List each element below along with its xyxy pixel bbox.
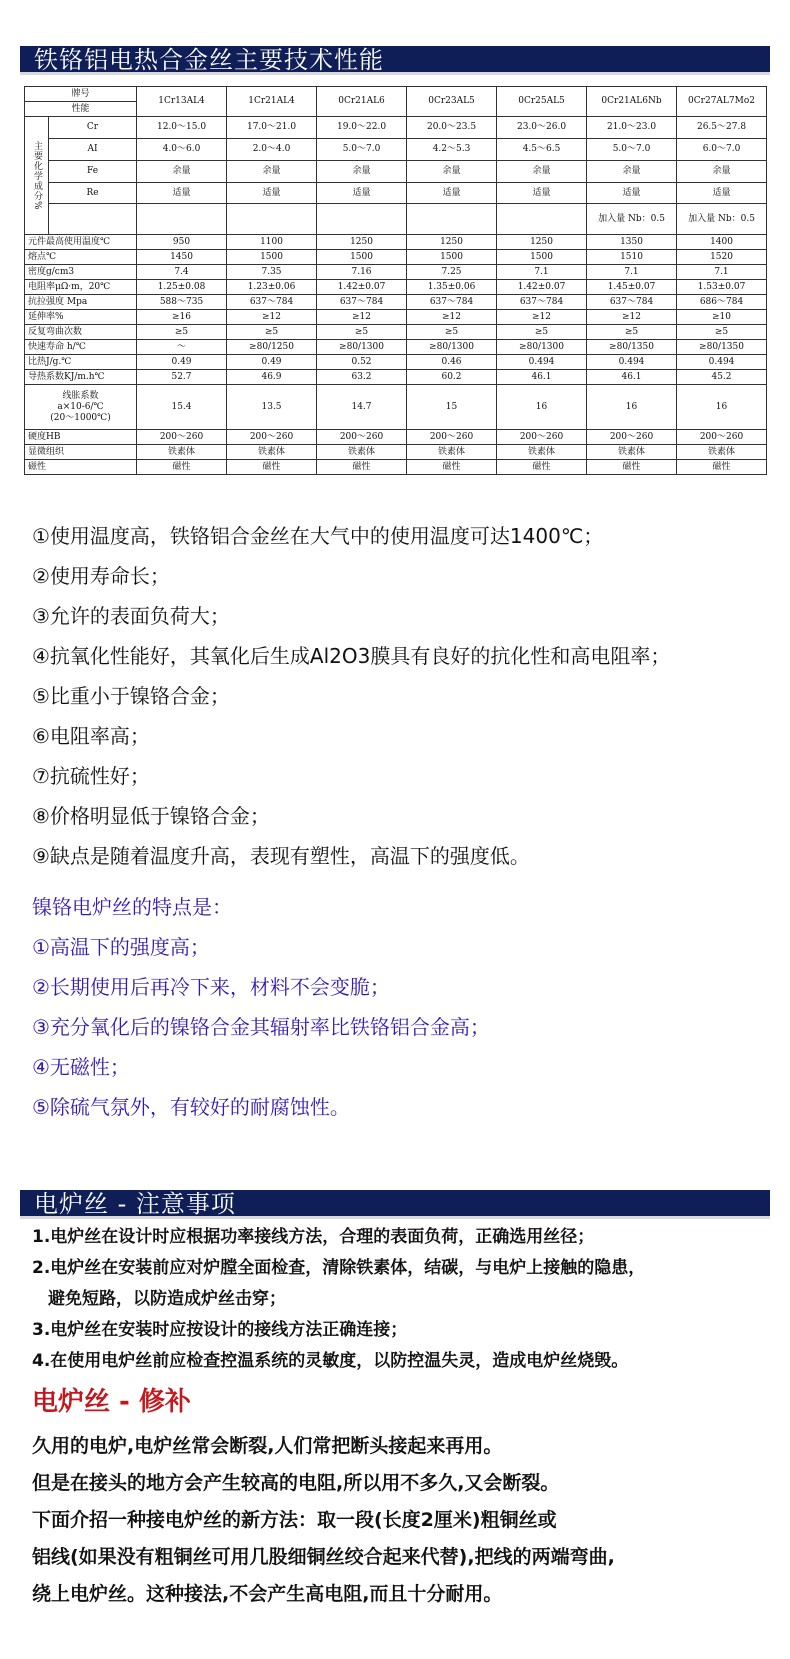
table-cell: 磁性 (137, 460, 227, 475)
table-row (25, 87, 767, 102)
section-banner-specs (20, 46, 770, 75)
row-label: 延伸率% (25, 310, 137, 325)
table-cell: 13.5 (227, 385, 317, 430)
table-cell: 60.2 (407, 370, 497, 385)
table-cell: 15 (407, 385, 497, 430)
table-row (25, 265, 767, 280)
table-cell: 1350 (587, 235, 677, 250)
row-label-line: (20～1000℃) (50, 412, 111, 423)
grade-column-header: 0Cr23AL5 (407, 87, 497, 117)
row-label (49, 204, 137, 235)
table-row (25, 430, 767, 445)
table-cell: 余量 (137, 161, 227, 183)
row-label: 密度g/cm3 (25, 265, 137, 280)
table-cell: 16 (497, 385, 587, 430)
row-label: 磁性 (25, 460, 137, 475)
list-item: ②使用寿命长； (32, 564, 170, 588)
table-cell: 0.52 (317, 355, 407, 370)
table-cell: 7.1 (677, 265, 767, 280)
table-cell: ≥16 (137, 310, 227, 325)
row-label: 抗拉强度 Mpa (25, 295, 137, 310)
table-cell: ≥80/1300 (407, 340, 497, 355)
table-cell: 15.4 (137, 385, 227, 430)
table-row (25, 445, 767, 460)
table-row (25, 460, 767, 475)
row-label: Fe (49, 161, 137, 183)
table-cell: 637～784 (497, 295, 587, 310)
table-cell: 适量 (497, 183, 587, 204)
table-cell: 铁素体 (497, 445, 587, 460)
row-label: 熔点℃ (25, 250, 137, 265)
table-cell: 适量 (677, 183, 767, 204)
table-cell: 26.5～27.8 (677, 117, 767, 139)
table-cell: 适量 (227, 183, 317, 204)
table-cell: 铁素体 (677, 445, 767, 460)
table-cell: 余量 (677, 161, 767, 183)
grade-column-header: 1Cr13AL4 (137, 87, 227, 117)
repair-line: 铝线(如果没有粗铜丝可用几股细铜丝绞合起来代替),把线的两端弯曲, (32, 1546, 615, 1568)
table-cell: ≥12 (407, 310, 497, 325)
table-cell: 0.49 (137, 355, 227, 370)
table-cell: 1500 (227, 250, 317, 265)
table-cell: 46.1 (497, 370, 587, 385)
chem-group-label: 主要化学成分% (25, 117, 49, 235)
table-cell: 1.42±0.07 (497, 280, 587, 295)
table-cell: ≥5 (407, 325, 497, 340)
table-cell: ≥5 (497, 325, 587, 340)
row-label: Re (49, 183, 137, 204)
table-cell: ≥12 (317, 310, 407, 325)
row-label: 显微组织 (25, 445, 137, 460)
list-item: ④抗氧化性能好，其氧化后生成Al2O3膜具有良好的抗化性和高电阻率； (32, 644, 671, 668)
list-item: ⑤比重小于镍铬合金； (32, 684, 230, 708)
table-cell: ≥80/1350 (587, 340, 677, 355)
table-cell: 1500 (317, 250, 407, 265)
table-cell (227, 204, 317, 235)
table-cell: ≥12 (497, 310, 587, 325)
table-cell: 7.1 (587, 265, 677, 280)
table-cell: 加入量 Nb：0.5 (677, 204, 767, 235)
list-item: ③充分氧化后的镍铬合金其辐射率比铁铬铝合金高； (32, 1015, 490, 1039)
grade-column-header: 0Cr27AL7Mo2 (677, 87, 767, 117)
table-cell: 1100 (227, 235, 317, 250)
table-row (25, 250, 767, 265)
table-cell: 0.494 (587, 355, 677, 370)
table-cell: 适量 (407, 183, 497, 204)
table-cell: 适量 (137, 183, 227, 204)
table-cell: 1250 (407, 235, 497, 250)
table-cell: 2.0～4.0 (227, 139, 317, 161)
grade-column-header: 0Cr25AL5 (497, 87, 587, 117)
table-cell: 磁性 (227, 460, 317, 475)
table-cell: ≥5 (227, 325, 317, 340)
property-header: 性能 (25, 102, 137, 117)
row-label: 硬度HB (25, 430, 137, 445)
table-cell: 4.2～5.3 (407, 139, 497, 161)
table-cell: 铁素体 (407, 445, 497, 460)
table-cell: 200～260 (317, 430, 407, 445)
spec-table-body (25, 87, 767, 475)
table-cell: 20.0～23.5 (407, 117, 497, 139)
table-cell: 23.0～26.0 (497, 117, 587, 139)
table-row (25, 280, 767, 295)
table-cell: 200～260 (677, 430, 767, 445)
table-cell: 1.25±0.08 (137, 280, 227, 295)
table-cell: ≥12 (227, 310, 317, 325)
caution-item: 3.电炉丝在安装时应按设计的接线方法正确连接； (32, 1320, 408, 1340)
table-cell: 17.0～21.0 (227, 117, 317, 139)
repair-line: 下面介招一种接电炉丝的新方法：取一段(长度2厘米)粗铜丝或 (32, 1509, 557, 1531)
table-cell: 1500 (497, 250, 587, 265)
table-cell: 磁性 (587, 460, 677, 475)
table-cell: 0.494 (497, 355, 587, 370)
table-cell: 4.5～6.5 (497, 139, 587, 161)
table-cell: ≥5 (137, 325, 227, 340)
table-cell: 5.0～7.0 (587, 139, 677, 161)
row-label: 导热系数KJ/m.h℃ (25, 370, 137, 385)
table-row (25, 385, 767, 430)
table-cell: 45.2 (677, 370, 767, 385)
caution-list (32, 1222, 772, 1377)
table-cell: 200～260 (137, 430, 227, 445)
table-cell: 14.7 (317, 385, 407, 430)
table-cell: 余量 (407, 161, 497, 183)
table-cell: 52.7 (137, 370, 227, 385)
table-cell: 200～260 (227, 430, 317, 445)
table-row (25, 117, 767, 139)
table-cell: 7.4 (137, 265, 227, 280)
table-cell (317, 204, 407, 235)
table-cell: 1520 (677, 250, 767, 265)
table-cell: 余量 (227, 161, 317, 183)
table-row (25, 183, 767, 204)
table-row (25, 204, 767, 235)
table-cell: 19.0～22.0 (317, 117, 407, 139)
table-cell: 950 (137, 235, 227, 250)
list-item: ⑤除硫气氛外，有较好的耐腐蚀性。 (32, 1095, 350, 1119)
table-cell: ～ (137, 340, 227, 355)
caution-item: 避免短路，以防造成炉丝击穿； (48, 1289, 286, 1309)
table-cell: 铁素体 (137, 445, 227, 460)
table-cell (497, 204, 587, 235)
table-cell: 7.1 (497, 265, 587, 280)
row-label: AI (49, 139, 137, 161)
list-item: ③允许的表面负荷大； (32, 604, 230, 628)
table-cell: ≥80/1350 (677, 340, 767, 355)
table-cell: 磁性 (677, 460, 767, 475)
row-label-line: 线胀系数 (62, 390, 99, 401)
table-cell: 637～784 (407, 295, 497, 310)
table-cell: 46.9 (227, 370, 317, 385)
table-cell: 铁素体 (587, 445, 677, 460)
table-cell (137, 204, 227, 235)
caution-item: 4.在使用电炉丝前应检查控温系统的灵敏度，以防控温失灵，造成电炉丝烧毁。 (32, 1351, 629, 1371)
table-cell: 1250 (497, 235, 587, 250)
table-cell: 200～260 (497, 430, 587, 445)
table-cell: 余量 (497, 161, 587, 183)
caution-item: 2.电炉丝在安装前应对炉膛全面检查，清除铁素体，结碳，与电炉上接触的隐患， (32, 1258, 646, 1278)
table-cell: 637～784 (587, 295, 677, 310)
table-cell: 12.0～15.0 (137, 117, 227, 139)
list-item: ①高温下的强度高； (32, 935, 210, 959)
table-cell: 200～260 (587, 430, 677, 445)
table-cell: ≥80/1250 (227, 340, 317, 355)
section-banner-cautions (20, 1190, 770, 1219)
caution-item: 1.电炉丝在设计时应根据功率接线方法，合理的表面负荷，正确选用丝径； (32, 1227, 595, 1247)
table-cell: 1510 (587, 250, 677, 265)
table-cell: 磁性 (497, 460, 587, 475)
repair-line: 久用的电炉,电炉丝常会断裂,人们常把断头接起来再用。 (32, 1435, 503, 1457)
row-label: 电阻率μΩ·m，20℃ (25, 280, 137, 295)
table-cell: 磁性 (317, 460, 407, 475)
table-row (25, 139, 767, 161)
repair-text (32, 1428, 777, 1613)
repair-title: 电炉丝 - 修补 (32, 1387, 191, 1417)
table-cell: 1400 (677, 235, 767, 250)
table-cell: 铁素体 (317, 445, 407, 460)
table-cell: 0.494 (677, 355, 767, 370)
table-cell: 7.25 (407, 265, 497, 280)
table-cell: 16 (587, 385, 677, 430)
table-cell: 4.0～6.0 (137, 139, 227, 161)
table-row (25, 295, 767, 310)
table-row (25, 161, 767, 183)
table-row (25, 355, 767, 370)
table-cell: 1.23±0.06 (227, 280, 317, 295)
table-cell: 1.45±0.07 (587, 280, 677, 295)
grade-column-header: 0Cr21AL6Nb (587, 87, 677, 117)
spec-table (24, 86, 767, 475)
table-cell: 46.1 (587, 370, 677, 385)
table-cell: 7.35 (227, 265, 317, 280)
table-cell: 5.0～7.0 (317, 139, 407, 161)
nicr-title: 镍铬电炉丝的特点是： (32, 895, 232, 919)
table-cell: 余量 (317, 161, 407, 183)
table-row (25, 340, 767, 355)
table-cell: 0.49 (227, 355, 317, 370)
table-cell: 1450 (137, 250, 227, 265)
repair-line: 但是在接头的地方会产生较高的电阻,所以用不多久,又会断裂。 (32, 1472, 560, 1494)
table-cell: ≥5 (317, 325, 407, 340)
table-row (25, 235, 767, 250)
table-cell: 6.0～7.0 (677, 139, 767, 161)
table-cell (407, 204, 497, 235)
table-cell: 588～735 (137, 295, 227, 310)
table-cell: ≥10 (677, 310, 767, 325)
table-cell: 1.35±0.06 (407, 280, 497, 295)
table-cell: 磁性 (407, 460, 497, 475)
repair-line: 绕上电炉丝。这种接法,不会产生高电阻,而且十分耐用。 (32, 1583, 503, 1605)
banner-title: 铁铬铝电热合金丝主要技术性能 (34, 46, 384, 74)
table-cell: 16 (677, 385, 767, 430)
table-cell: 63.2 (317, 370, 407, 385)
row-label: 反复弯曲次数 (25, 325, 137, 340)
table-row (25, 325, 767, 340)
list-item: ⑨缺点是随着温度升高，表现有塑性，高温下的强度低。 (32, 844, 530, 868)
table-cell: 7.16 (317, 265, 407, 280)
table-cell: 加入量 Nb：0.5 (587, 204, 677, 235)
table-cell: 637～784 (227, 295, 317, 310)
grade-column-header: 0Cr21AL6 (317, 87, 407, 117)
row-label: 比热J/g.℃ (25, 355, 137, 370)
table-cell: 1250 (317, 235, 407, 250)
nicr-feature-list (32, 927, 490, 1127)
list-item: ①使用温度高，铁铬铝合金丝在大气中的使用温度可达1400℃； (32, 524, 604, 548)
list-item: ④无磁性； (32, 1055, 130, 1079)
list-item: ⑧价格明显低于镍铬合金； (32, 804, 270, 828)
table-cell: 铁素体 (227, 445, 317, 460)
table-cell: ≥80/1300 (317, 340, 407, 355)
table-row (25, 310, 767, 325)
table-cell: ≥80/1300 (497, 340, 587, 355)
table-cell: 1500 (407, 250, 497, 265)
banner-title: 电炉丝 - 注意事项 (34, 1190, 236, 1218)
grade-column-header: 1Cr21AL4 (227, 87, 317, 117)
table-cell: 637～784 (317, 295, 407, 310)
table-cell: ≥5 (677, 325, 767, 340)
list-item: ⑦抗硫性好； (32, 764, 150, 788)
table-cell: 1.42±0.07 (317, 280, 407, 295)
row-label: 快速寿命 h/℃ (25, 340, 137, 355)
feature-list (32, 516, 670, 876)
list-item: ②长期使用后再冷下来，材料不会变脆； (32, 975, 390, 999)
row-label (25, 385, 137, 430)
table-cell: 适量 (317, 183, 407, 204)
table-cell: 适量 (587, 183, 677, 204)
list-item: ⑥电阻率高； (32, 724, 150, 748)
grade-header: 牌号 (25, 87, 137, 102)
table-cell: 1.53±0.07 (677, 280, 767, 295)
table-cell: 686～784 (677, 295, 767, 310)
table-cell: ≥5 (587, 325, 677, 340)
table-cell: 200～260 (407, 430, 497, 445)
table-cell: 21.0～23.0 (587, 117, 677, 139)
row-label: Cr (49, 117, 137, 139)
row-label: 元件最高使用温度℃ (25, 235, 137, 250)
row-label-line: a×10-6/℃ (57, 401, 104, 412)
table-cell: 0.46 (407, 355, 497, 370)
table-cell: ≥12 (587, 310, 677, 325)
table-cell: 余量 (587, 161, 677, 183)
table-row (25, 370, 767, 385)
